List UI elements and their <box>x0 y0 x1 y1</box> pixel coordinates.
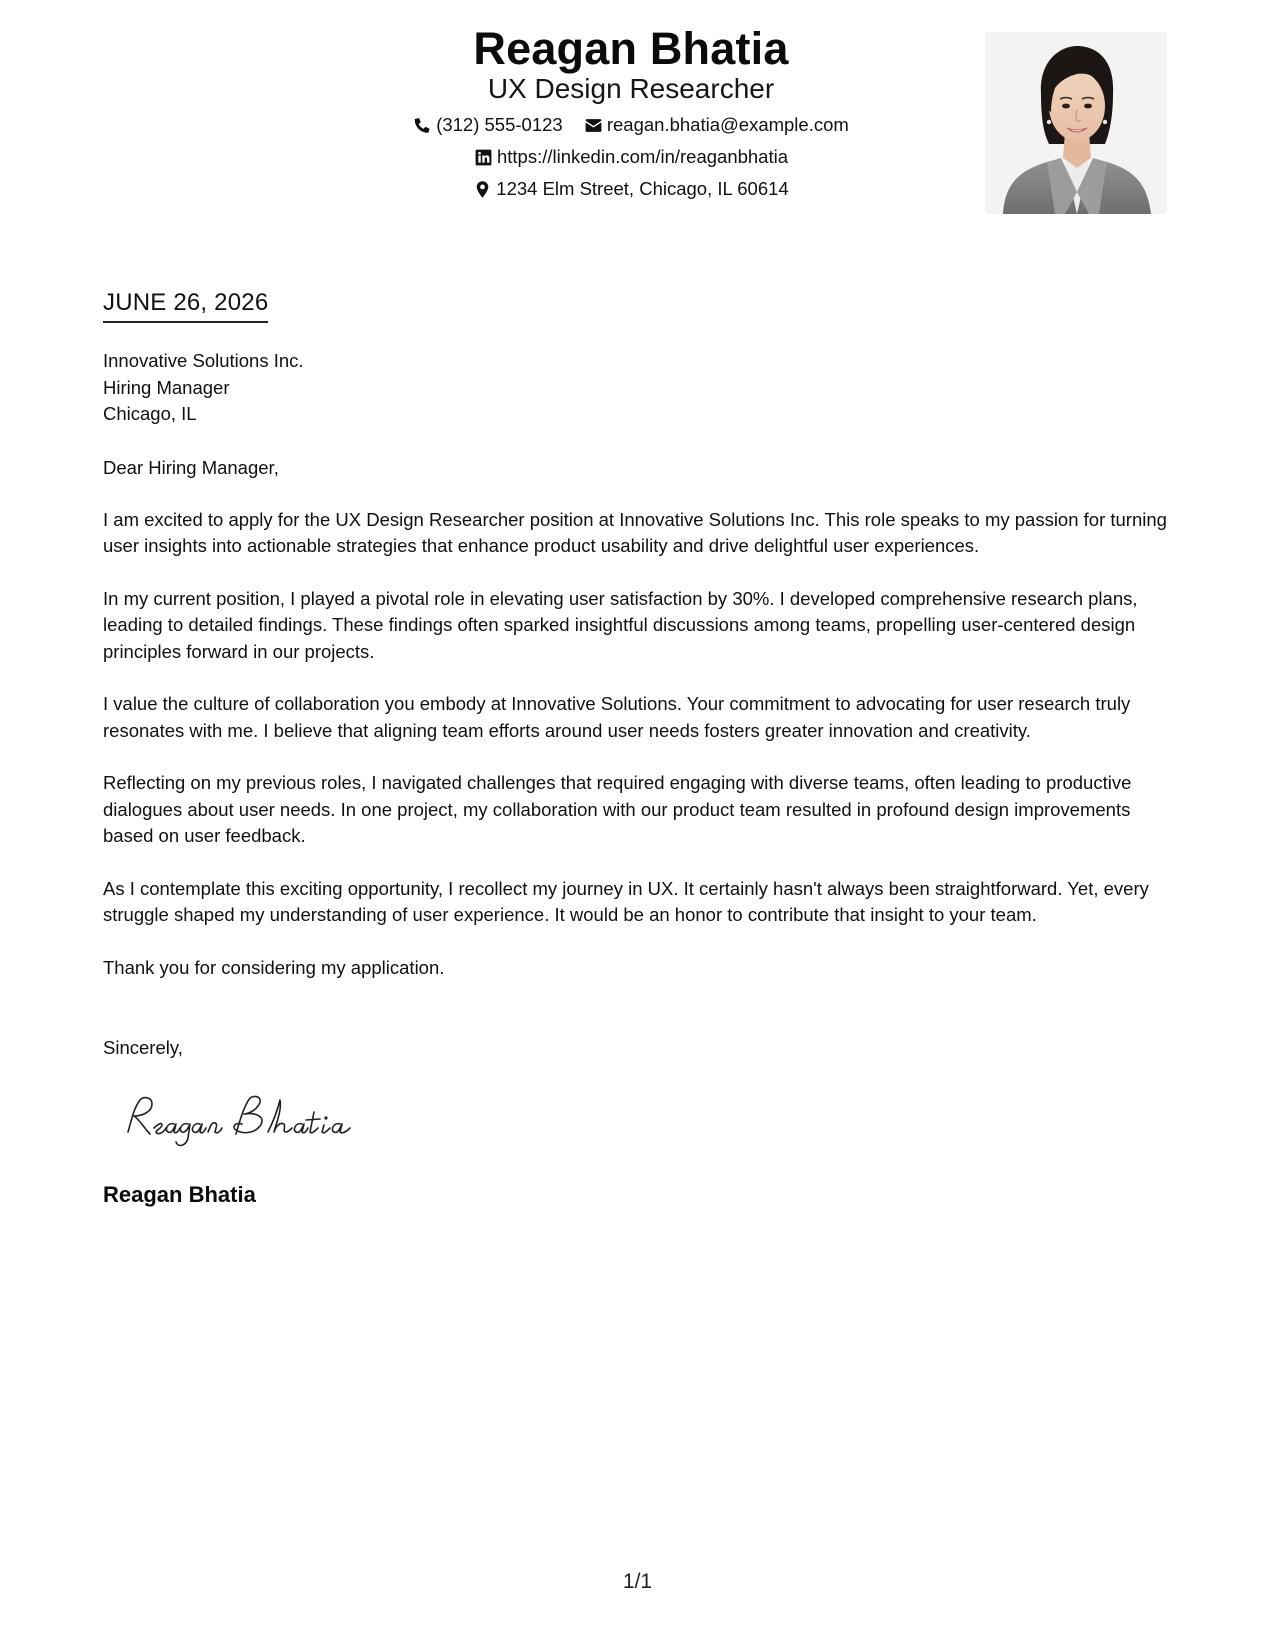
letter-header <box>0 0 1275 230</box>
closing: Sincerely, <box>103 1037 183 1058</box>
body-paragraph: I value the culture of collaboration you embody at Innovative Solutions. Your commitment to advocating for user research truly resonates with me. I believe that aligning team efforts around user needs fosters greater innovation and creativity. <box>103 693 1131 741</box>
linkedin-icon <box>474 148 493 167</box>
recipient-block <box>103 348 304 428</box>
recipient-company: Innovative Solutions Inc. <box>103 350 304 371</box>
salutation: Dear Hiring Manager, <box>103 457 279 478</box>
recipient-role: Hiring Manager <box>103 376 230 398</box>
phone-icon <box>413 116 432 135</box>
recipient-location: Chicago, IL <box>103 403 197 424</box>
signer-name: Reagan Bhatia <box>103 1182 256 1207</box>
email-text: reagan.bhatia@example.com <box>606 114 849 135</box>
contact-address <box>473 177 788 201</box>
contact-phone <box>413 113 563 137</box>
envelope-icon <box>584 116 603 135</box>
signature-image <box>118 1088 358 1148</box>
linkedin-text: https://linkedin.com/in/reaganbhatia <box>496 146 789 167</box>
body-paragraph: In my current position, I played a pivotal role in elevating user satisfaction by 30%. I developed comprehensive research plans, leading to detailed findings. These findings often sparked insightful discussions among teams, propelling user-centered design principles forward in our projects. <box>103 587 1138 662</box>
body-paragraph: As I contemplate this exciting opportunity, I recollect my journey in UX. It certainly hasn't always been straightforward. Yet, every struggle shaped my understanding of user experience. It would be an honor to contribute that insight to your team. <box>103 877 1149 925</box>
phone-text: (312) 555-0123 <box>436 114 563 135</box>
body-paragraph: Thank you for considering my application. <box>103 956 445 978</box>
page-number: 1/1 <box>622 1570 653 1593</box>
contact-linkedin <box>474 145 788 169</box>
body-paragraph: I am excited to apply for the UX Design Researcher position at Innovative Solutions Inc. This role speaks to my passion for turning user insights into actionable strategies that enhance product usability and drive delightful user experiences. <box>103 508 1167 556</box>
profile-photo <box>985 32 1167 214</box>
address-text: 1234 Elm Street, Chicago, IL 60614 <box>496 178 789 199</box>
letter-date: JUNE 26, 2026 <box>103 288 268 323</box>
letter-body <box>103 455 1175 1007</box>
applicant-name: Reagan Bhatia <box>473 23 789 74</box>
map-marker-icon <box>473 180 492 199</box>
applicant-title: UX Design Researcher <box>487 73 775 104</box>
body-paragraph: Reflecting on my previous roles, I navigated challenges that required engaging with diverse teams, often leading to productive dialogues about user needs. In one project, my collaboration with our product team resulted in profound design improvements based on user feedback. <box>103 772 1132 846</box>
contact-email <box>584 113 849 137</box>
